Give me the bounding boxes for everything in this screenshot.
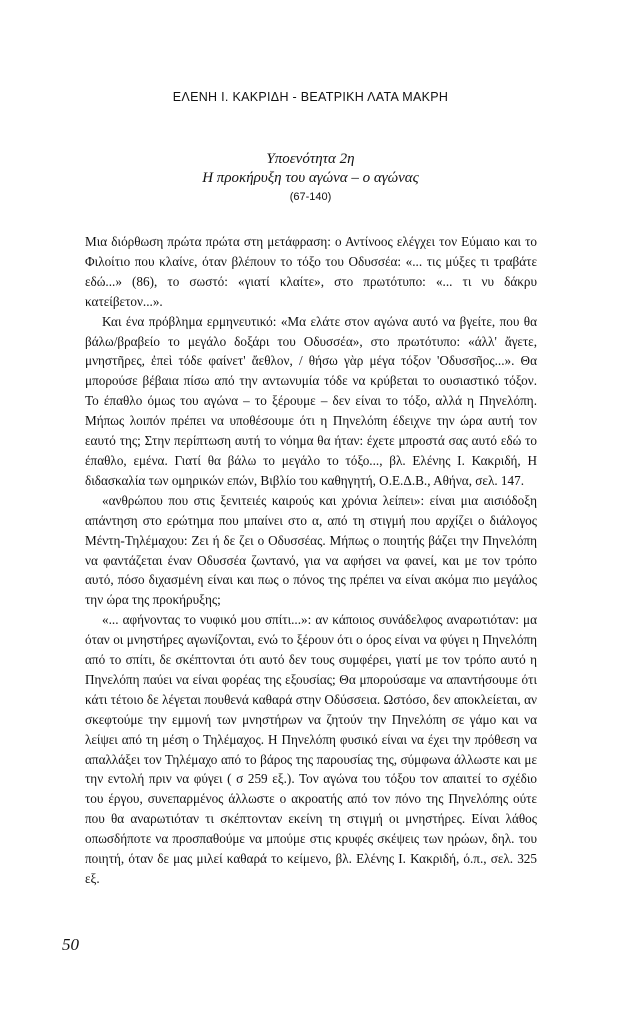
body-text (85, 232, 537, 889)
paragraph: Μια διόρθωση πρώτα πρώτα στη μετάφραση: ο Αντίνοος ελέγχει τον Εύμαιο και το Φιλοίτιο που κλαίνε, όταν βλέπουν το τόξο του Οδυσσέα: «... τις μύξες τι τραβάτε εδώ...» (86), το σωστό: «γιατί κλαίτε», στο πρωτότυπο: «... τι νυ δάκρυ κατείβετον...». (85, 234, 537, 309)
paragraph: Και ένα πρόβλημα ερμηνευτικό: «Μα ελάτε στον αγώνα αυτό να βγείτε, που θα βάλω/βραβείο το μεγάλο δοξάρι του Οδυσσέα», στο πρωτότυπο: «άλλ' ἄγετε, μνηστῆρες, ἐπεὶ τόδε φαίνετ' ἄεθλον, / θήσω γὰρ μέγα τόξον 'Οδυσσῆος...». Θα μπορούσε βέβαια πίσω από την αντωνυμία τόδε να κρύβεται το ουσιαστικό τόξον. Το έπαθλο όμως του αγώνα – το ξέρουμε – δεν είναι το τόξο, αλλά η Πηνελόπη. Μήπως λοιπόν πρέπει να υποθέσουμε ότι η Πηνελόπη έδειχνε την ώρα αυτή τον εαυτό της; Στην περίπτωση αυτή το νόημα θα ήταν: έχετε μπροστά σας αυτό εδώ το έπαθλο, εμένα. Γιατί θα βάλω το μεγάλο το τόξο..., βλ. Ελένης Ι. Κακριδή, Η διδασκαλία των ομηρικών επών, Βιβλίο του καθηγητή, Ο.Ε.Δ.Β., Αθήνα, σελ. 147. (85, 313, 537, 488)
paragraph: «ανθρώπου που στις ξενιτειές καιρούς και χρόνια λείπει»: είναι μια αισιόδοξη απάντηση στο ερώτημα που μπαίνει στο α, από τη στιγμή που αρχίζει ο διάλογος Μέντη-Τηλέμαχου: Ζει ή δε ζει ο Οδυσσέας. Μήπως ο ποιητής βάζει την Πηνελόπη να φαντάζεται έναν Οδυσσέα ζωντανό, για να αφήσει να φανεί, και με τον τρόπο αυτό, πόσο διχασμένη είναι και πως ο πόνος της πρέπει να είναι ακόμα πιο μεγάλος την ώρα της προκήρυξης; (85, 492, 537, 608)
line-range: (67-140) (289, 191, 332, 203)
section-title: Η προκήρυξη του αγώνα – ο αγώνας (202, 170, 419, 186)
section-label: Υποενότητα 2η (266, 151, 355, 167)
page-number: 50 (62, 935, 79, 954)
paragraph: «... αφήνοντας το νυφικό μου σπίτι...»: αν κάποιος συνάδελφος αναρωτιόταν: μα όταν οι μνηστήρες αγωνίζονται, ενώ το ξέρουν ότι ο όρος είναι να φύγει η Πηνελόπη από το σπίτι, δε σκέπτονται ότι αυτό δεν τους συμφέρει, γιατί με τον τρόπο αυτό η Πηνελόπη παύει να είναι φορέας της εξουσίας; Θα μπορούσαμε να απαντήσουμε ότι κάτι τέτοιο δε λέγεται πουθενά καθαρά στην Οδύσσεια. Ωστόσο, δεν αποκλείεται, αν σκεφτούμε την εμμονή των μνηστήρων να ζητούν την Πηνελόπη σε γάμο και να λείψει από τη μέση ο Τηλέμαχος. Η Πηνελόπη φυσικό είναι να έχει την πρόθεση να απαλλάξει τον Τηλέμαχο από το βάρος της παρουσίας της, σύμφωνα άλλωστε και με την εντολή πριν να φύγει ( σ 259 εξ.). Τον αγώνα του τόξου τον απαιτεί το σχέδιο του έργου, συνεπαρμένος άλλωστε ο ακροατής από τον πόνο της Πηνελόπης ούτε που θα αναρωτιόταν τι σκέπτονταν εκείνη τη στιγμή οι μνηστήρες. Είναι λάθος οπωσδήποτε να προσπαθούμε να μπούμε στις κρυφές σκέψεις των ηρώων, δηλ. του ποιητή, όταν δε μας μιλεί καθαρά το κείμενο, βλ. Ελένης Ι. Κακριδή, ό.π., σελ. 325 εξ. (85, 612, 537, 886)
running-head: ΕΛΕΝΗ Ι. ΚΑΚΡΙΔΗ - ΒΕΑΤΡΙΚΗ ΛΑΤΑ ΜΑΚΡΗ (172, 90, 449, 104)
section-heading (0, 150, 621, 203)
